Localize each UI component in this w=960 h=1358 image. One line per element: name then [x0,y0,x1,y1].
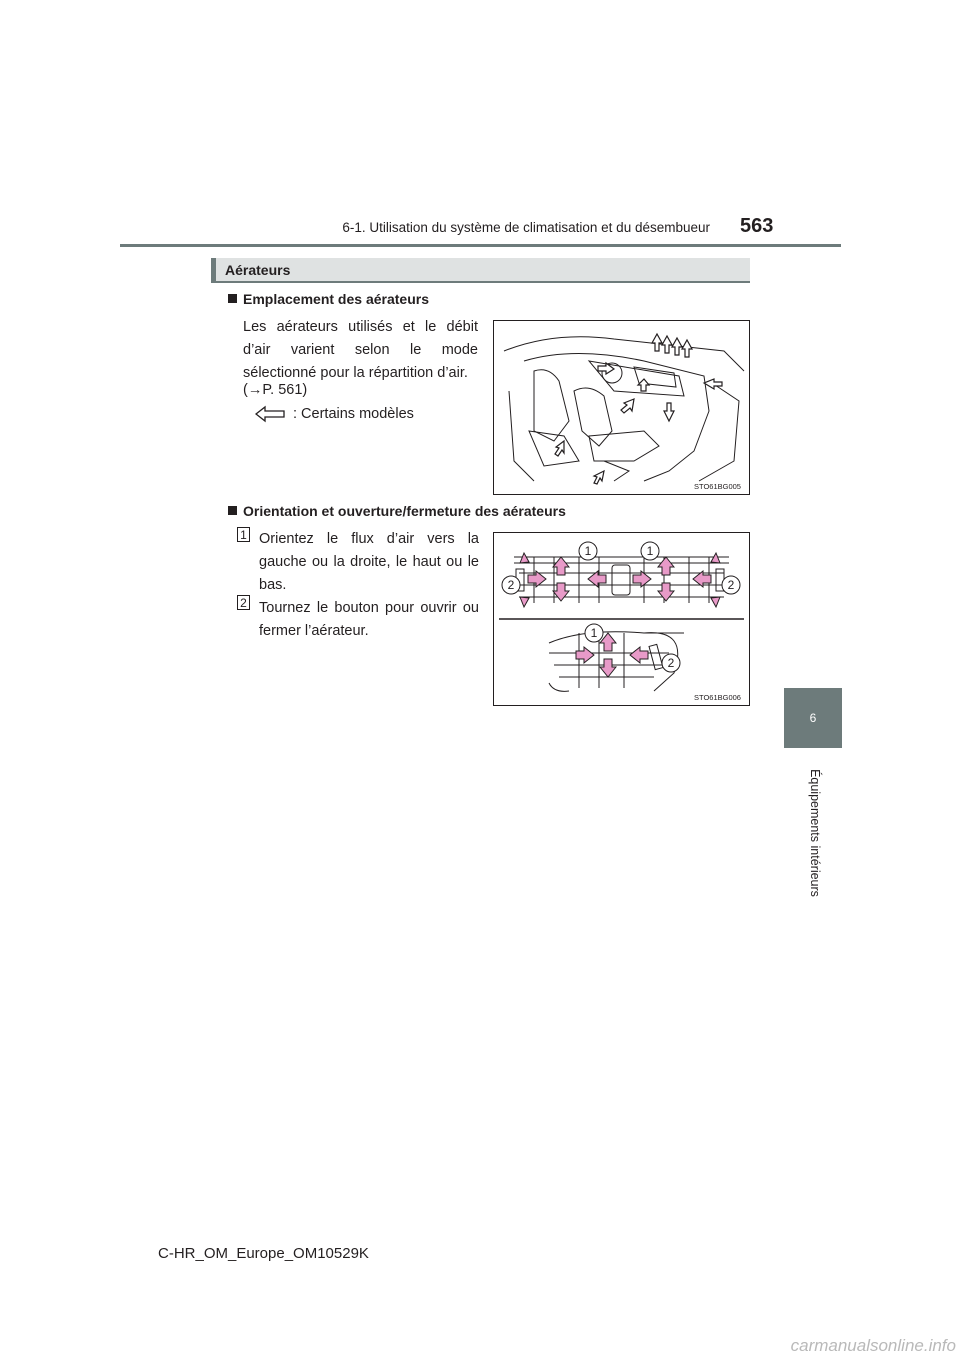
callout-2-right: 2 [727,578,735,592]
watermark: carmanualsonline.info [790,1336,956,1355]
chapter-tab-number: 6 [809,711,817,725]
arrow-legend-icon [255,405,285,423]
callout-1-left: 1 [584,544,592,558]
orientation-heading: Orientation et ouverture/fermeture des aérateurs [228,503,566,519]
header-chapter-title: 6-1. Utilisation du système de climatisation et du désembueur [342,220,710,235]
chapter-tab [784,688,842,748]
item-number-2: 2 [237,595,250,610]
callout-2-left: 2 [507,578,515,592]
callout-2-lower: 2 [667,656,675,670]
square-bullet-icon [228,506,237,515]
page-number: 563 [740,215,774,237]
chapter-tab-label: Équipements intérieurs [808,769,822,897]
section-title: Aérateurs [225,262,291,278]
callout-1-lower: 1 [590,626,598,640]
legend [255,405,414,423]
vent-location-illustration [493,320,750,495]
footer-document-id: C-HR_OM_Europe_OM10529K [158,1245,369,1262]
square-bullet-icon [228,294,237,303]
figure-code: STO61BG005 [694,482,741,491]
page-reference: (→P. 561) [243,382,308,398]
header-rule [120,244,841,247]
section-heading-stripe [211,258,216,281]
location-description: Les aérateurs utilisés et le débit d’air varient selon le mode sélectionné pour la répartition d’air. [243,319,478,381]
item-number-1: 1 [237,527,250,542]
figure-code: STO61BG006 [694,693,741,702]
item-1-text: Orientez le flux d’air vers la gauche ou la droite, le haut ou le bas. [259,531,479,593]
air-vents-drawing [494,533,749,705]
vent-operation-illustration [493,532,750,706]
car-interior-drawing [494,321,749,494]
item-2-text: Tournez le bouton pour ouvrir ou fermer l’aérateur. [259,600,479,639]
callout-1-right: 1 [646,544,654,558]
section-heading-bar [211,258,750,283]
location-heading: Emplacement des aérateurs [228,291,429,307]
legend-text: : Certains modèles [293,406,414,422]
